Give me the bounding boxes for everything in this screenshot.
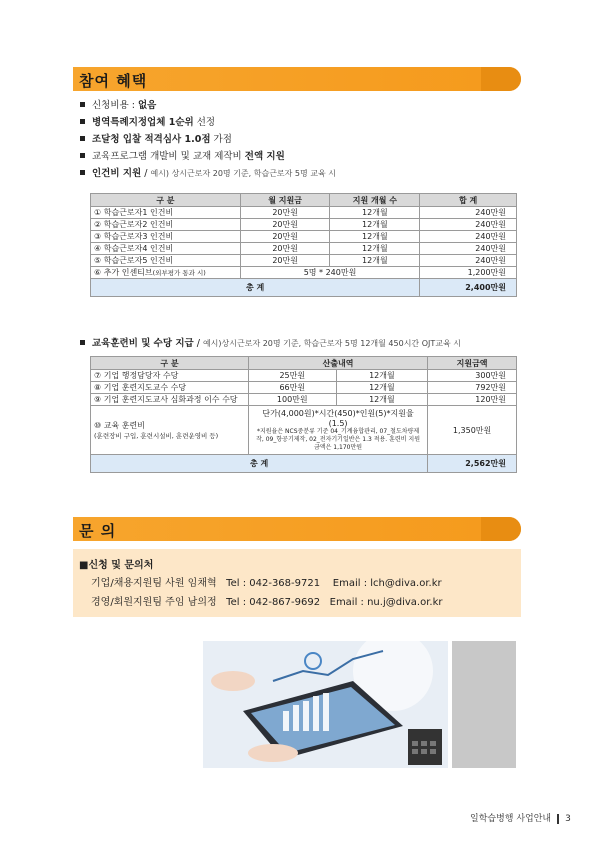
table-row: [91, 207, 517, 219]
total-value: 2,400만원: [420, 279, 517, 297]
table-cell: 12개월: [330, 243, 420, 255]
table-cell: 240만원: [420, 219, 517, 231]
benefit-item: [80, 97, 336, 114]
column-header: 지원 개월 수: [330, 194, 420, 207]
benefit-bold: 전액 지원: [244, 151, 285, 162]
table-cell: ③ 학습근로자3 인건비: [91, 231, 241, 243]
benefits-list: [80, 97, 336, 182]
bullet-square-icon: [80, 153, 85, 158]
footer-title: 일학습병행 사업안내: [470, 814, 552, 824]
inquiry-header: [73, 517, 521, 541]
table-cell: 12개월: [336, 394, 428, 406]
training-separator: /: [193, 338, 203, 349]
bullet-square-icon: [80, 136, 85, 141]
bullet-square-icon: [80, 340, 85, 345]
table-row: [91, 394, 517, 406]
table-cell: 5명 * 240만원: [240, 267, 419, 279]
total-label: 총 계: [91, 279, 420, 297]
table-row: [91, 231, 517, 243]
column-header: 지원금액: [428, 357, 517, 370]
benefit-item: [80, 148, 336, 165]
table-cell: 240만원: [420, 255, 517, 267]
table-cell: 240만원: [420, 243, 517, 255]
table-cell: ① 학습근로자1 인건비: [91, 207, 241, 219]
contact-line: 경영/회원지원팀 주임 남의정 Tel : 042-867-9692 Email : nu.j@diva.or.kr: [91, 597, 443, 608]
training-note: 예시)상시근로자 20명 기준, 학습근로자 5명 12개월 450시간 OJT교육 시: [202, 339, 461, 348]
bullet-square-icon: [80, 170, 85, 175]
contact-line: 기업/채용지원팀 사원 임채혁 Tel : 042-368-9721 Email : lch@diva.or.kr: [91, 578, 442, 589]
bullet-square-icon: [80, 119, 85, 124]
column-header: 합 계: [420, 194, 517, 207]
table-cell: 100만원: [248, 394, 336, 406]
table-cell: 25만원: [248, 370, 336, 382]
table-cell: ⑨ 기업 훈련지도교사 심화과정 이수 수당: [91, 394, 249, 406]
total-row: [91, 279, 517, 297]
table-cell: [91, 267, 241, 279]
column-header: 월 지원금: [240, 194, 330, 207]
table-cell: [91, 406, 249, 455]
total-row: [91, 455, 517, 473]
table-row: [91, 243, 517, 255]
table-cell: 12개월: [336, 382, 428, 394]
contact-heading: ■신청 및 문의처: [79, 560, 154, 571]
benefit-text: 신청비용 :: [92, 100, 138, 111]
benefit-item: [80, 114, 336, 131]
benefits-header: [73, 67, 521, 91]
table-cell: 12개월: [330, 231, 420, 243]
bullet-square-icon: [80, 102, 85, 107]
benefit-bold: 인건비 지원: [92, 168, 142, 179]
table-cell: 300만원: [428, 370, 517, 382]
table-cell: ④ 학습근로자4 인건비: [91, 243, 241, 255]
table-cell: 66만원: [248, 382, 336, 394]
inquiry-title: 문 의: [79, 522, 117, 540]
table-header-row: [91, 357, 517, 370]
education-formula: 단가(4,000원)*시간(450)*인원(5)*지원율(1.5): [262, 409, 414, 428]
table-cell: 12개월: [330, 255, 420, 267]
table-cell: 240만원: [420, 207, 517, 219]
table-cell: 20만원: [240, 207, 330, 219]
table-cell: ⑧ 기업 훈련지도교수 수당: [91, 382, 249, 394]
table-cell: 12개월: [336, 370, 428, 382]
table-cell: 240만원: [420, 231, 517, 243]
table-cell: 12개월: [330, 207, 420, 219]
table-cell: ⑤ 학습근로자5 인건비: [91, 255, 241, 267]
contact-box: [73, 549, 521, 617]
table-row: [91, 255, 517, 267]
header-accent-shape: [481, 67, 521, 91]
salary-support-table: [90, 193, 517, 297]
table-cell: 120만원: [428, 394, 517, 406]
footer-divider: [557, 814, 559, 824]
benefit-text: 가점: [210, 134, 232, 145]
table-cell: 20만원: [240, 219, 330, 231]
table-cell: 12개월: [330, 219, 420, 231]
header-accent-shape: [481, 517, 521, 541]
benefit-text: 교육프로그램 개발비 및 교재 제작비: [92, 151, 245, 162]
table-cell: ⑦ 기업 행정담당자 수당: [91, 370, 249, 382]
education-label: ⑩ 교육 훈련비: [94, 421, 145, 430]
benefit-bold: 조달청 입찰 적격심사 1.0점: [92, 134, 211, 145]
page-footer: [470, 811, 571, 824]
table-cell: 20만원: [240, 231, 330, 243]
total-label: 총 계: [91, 455, 428, 473]
total-value: 2,562만원: [428, 455, 517, 473]
benefit-note: 예시) 상시근로자 20명 기준, 학습근로자 5명 교육 시: [150, 169, 337, 178]
training-bold: 교육훈련비 및 수당 지급: [92, 338, 194, 349]
benefit-item: [80, 131, 336, 148]
benefit-item: [80, 165, 336, 182]
table-cell: 20만원: [240, 243, 330, 255]
benefits-title: 참여 혜택: [79, 72, 148, 90]
business-tablet-photo: [203, 641, 448, 768]
table-cell: 792만원: [428, 382, 517, 394]
tablet-illustration: [203, 641, 448, 768]
table-header-row: [91, 194, 517, 207]
column-header: 산출내역: [248, 357, 427, 370]
table-row: [91, 382, 517, 394]
table-cell: ② 학습근로자2 인건비: [91, 219, 241, 231]
table-cell: 1,200만원: [420, 267, 517, 279]
table-cell: 1,350만원: [428, 406, 517, 455]
education-sub-label: (훈련장비 구입, 훈련시설비, 훈련운영비 등): [94, 432, 219, 440]
education-cost-row: [91, 406, 517, 455]
table-cell: [248, 406, 427, 455]
column-header: 구 분: [91, 357, 249, 370]
training-bullet: [80, 335, 461, 352]
benefit-bold: 병역특례지정업체 1순위: [92, 117, 194, 128]
education-detail: *지원율은 NCS중분류 기준 04_기계융합관리, 07_철도차량제작, 09_항공기제작, 02_전자기기일반은 1.3 적용. 훈련비 지원 금액은 1,170만원: [256, 428, 421, 451]
benefit-bold: 없음: [137, 100, 157, 111]
training-item: [80, 335, 461, 352]
table-cell: 20만원: [240, 255, 330, 267]
benefit-text: 선정: [193, 117, 216, 128]
benefit-text: /: [141, 168, 151, 179]
incentive-sub-label: (외부평가 통과 시): [152, 269, 206, 277]
incentive-row: [91, 267, 517, 279]
page-number: 3: [565, 814, 571, 824]
table-row: [91, 370, 517, 382]
gray-placeholder-box: [452, 641, 516, 768]
incentive-label: ⑥ 추가 인센티브: [94, 268, 153, 277]
column-header: 구 분: [91, 194, 241, 207]
table-row: [91, 219, 517, 231]
training-cost-table: [90, 356, 517, 473]
